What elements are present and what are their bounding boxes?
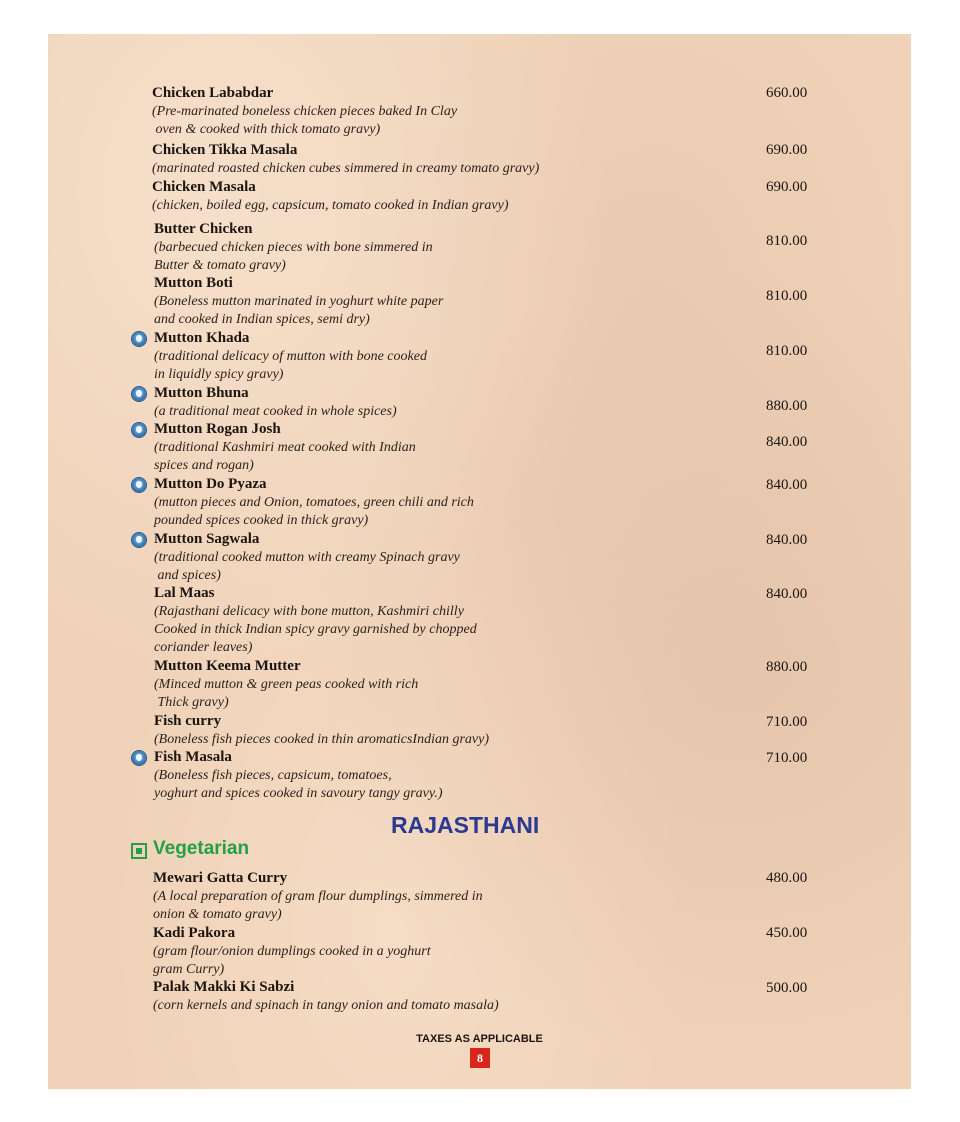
item-price: 810.00 <box>766 288 808 304</box>
chef-special-icon <box>132 332 146 346</box>
item-description: (Rajasthani delicacy with bone mutton, Kashmiri chilly Cooked in thick Indian spicy gravy garnished by chopped coriander leaves) <box>154 604 477 656</box>
item-name: Chicken Masala <box>152 179 256 195</box>
item-name: Mutton Keema Mutter <box>154 658 301 674</box>
item-name: Fish curry <box>154 713 222 729</box>
item-description: (corn kernels and spinach in tangy onion and tomato masala) <box>153 998 499 1013</box>
item-name: Mutton Rogan Josh <box>154 421 281 437</box>
veg-symbol-icon <box>131 843 147 859</box>
item-description: (Minced mutton & green peas cooked with rich Thick gravy) <box>154 677 419 711</box>
taxes-note: TAXES AS APPLICABLE <box>416 1033 543 1045</box>
item-description: (Boneless mutton marinated in yoghurt white paper and cooked in Indian spices, semi dry) <box>154 294 444 328</box>
item-description: (Pre-marinated boneless chicken pieces baked In Clay oven & cooked with thick tomato gravy) <box>152 104 458 138</box>
chef-special-icon <box>132 478 146 492</box>
item-price: 840.00 <box>766 434 808 450</box>
item-price: 840.00 <box>766 586 808 602</box>
item-name: Mutton Bhuna <box>154 385 249 401</box>
item-description: (Boneless fish pieces, capsicum, tomatoes, yoghurt and spices cooked in savoury tangy gravy.) <box>154 768 443 802</box>
item-price: 840.00 <box>766 532 808 548</box>
chef-special-icon <box>132 387 146 401</box>
section-title: RAJASTHANI <box>391 812 540 838</box>
item-price: 690.00 <box>766 179 808 195</box>
item-price: 480.00 <box>766 870 808 886</box>
item-price: 810.00 <box>766 343 808 359</box>
item-name: Fish Masala <box>154 749 232 765</box>
item-name: Lal Maas <box>154 585 215 601</box>
item-description: (traditional delicacy of mutton with bone cooked in liquidly spicy gravy) <box>154 349 427 383</box>
item-price: 450.00 <box>766 925 808 941</box>
item-price: 710.00 <box>766 750 808 766</box>
menu-page <box>48 34 911 1089</box>
item-name: Kadi Pakora <box>153 925 236 941</box>
item-description: (marinated roasted chicken cubes simmered in creamy tomato gravy) <box>152 161 540 176</box>
item-description: (traditional cooked mutton with creamy Spinach gravy and spices) <box>154 550 460 584</box>
item-description: (a traditional meat cooked in whole spices) <box>154 404 397 419</box>
item-description: (chicken, boiled egg, capsicum, tomato cooked in Indian gravy) <box>152 198 509 213</box>
item-name: Mewari Gatta Curry <box>153 870 288 886</box>
item-price: 880.00 <box>766 398 808 414</box>
item-name: Mutton Khada <box>154 330 250 346</box>
item-description: (mutton pieces and Onion, tomatoes, green chili and rich pounded spices cooked in thick gravy) <box>154 495 474 529</box>
chef-special-icon <box>132 751 146 765</box>
item-name: Butter Chicken <box>154 221 253 237</box>
item-description: (A local preparation of gram flour dumplings, simmered in onion & tomato gravy) <box>153 889 483 923</box>
item-price: 810.00 <box>766 233 808 249</box>
item-description: (gram flour/onion dumplings cooked in a yoghurt gram Curry) <box>153 944 431 978</box>
item-description: (barbecued chicken pieces with bone simmered in Butter & tomato gravy) <box>154 240 433 274</box>
item-description: (Boneless fish pieces cooked in thin aromaticsIndian gravy) <box>154 732 490 747</box>
item-name: Palak Makki Ki Sabzi <box>153 979 295 995</box>
item-name: Chicken Lababdar <box>152 85 274 101</box>
item-name: Mutton Do Pyaza <box>154 476 267 492</box>
chef-special-icon <box>132 423 146 437</box>
item-price: 690.00 <box>766 142 808 158</box>
item-name: Mutton Sagwala <box>154 531 260 547</box>
item-price: 500.00 <box>766 980 808 996</box>
item-name: Mutton Boti <box>154 275 233 291</box>
item-price: 660.00 <box>766 85 808 101</box>
item-price: 710.00 <box>766 714 808 730</box>
item-price: 840.00 <box>766 477 808 493</box>
chef-special-icon <box>132 533 146 547</box>
item-price: 880.00 <box>766 659 808 675</box>
page-number: 8 <box>470 1048 490 1068</box>
subsection-title: Vegetarian <box>153 838 250 859</box>
item-description: (traditional Kashmiri meat cooked with Indian spices and rogan) <box>154 440 416 474</box>
item-name: Chicken Tikka Masala <box>152 142 298 158</box>
